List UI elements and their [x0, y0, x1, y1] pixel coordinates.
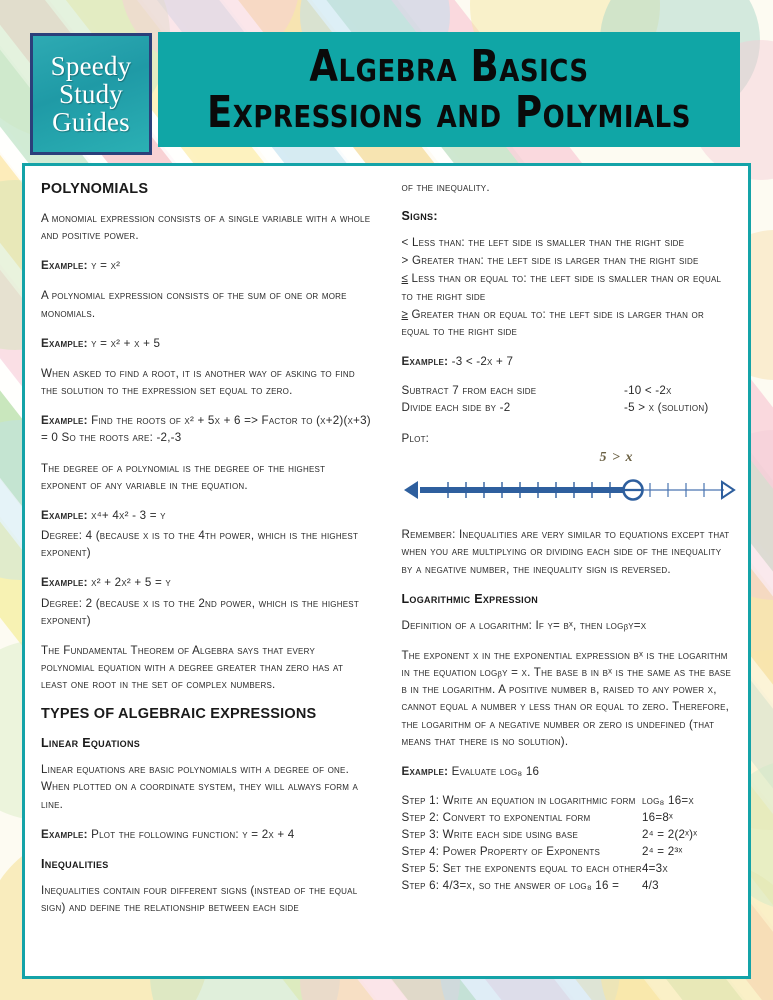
sign-symbol-greater-than: > — [401, 254, 409, 268]
example-polynomial-value: y = x² + x + 5 — [91, 336, 161, 350]
sign-symbol-less-than-or-equal: ≤ — [401, 272, 409, 286]
example-polynomial-label: Example: — [41, 336, 88, 350]
sign-text: Less than: the left side is smaller than the right side — [411, 236, 685, 250]
page-title-line-2: Expressions and Polymials — [207, 87, 691, 138]
solve-row — [402, 383, 735, 400]
heading-inequalities: Inequalities — [41, 856, 109, 871]
logo-line-3: Guides — [52, 107, 130, 138]
log-steps-list — [402, 793, 735, 895]
paragraph-log-definition: Definition of a logarithm: If y= bˣ, then logᵦy=x — [401, 618, 647, 632]
number-line-plot — [402, 451, 735, 513]
log-step-row — [402, 861, 735, 878]
example-degree2-label: Example: — [41, 576, 88, 590]
example-monomial — [41, 257, 372, 274]
plot-label: Plot: — [401, 432, 430, 446]
example-inequality-value: -3 < -2x + 7 — [451, 355, 514, 369]
paragraph-inequality-continued: of the inequality. — [401, 181, 490, 194]
example-monomial-label: Example: — [41, 259, 88, 273]
solve-row — [402, 400, 735, 417]
heading-linear-equations: Linear Equations — [41, 736, 141, 751]
number-line-svg — [402, 469, 738, 503]
example-monomial-value: y = x² — [91, 259, 121, 273]
log-step-result: 2⁴ = 2³ˣ — [642, 844, 683, 858]
title-banner — [158, 32, 740, 147]
log-step-text: Step 6: 4/3=x, so the answer of log₈ 16 = — [401, 878, 620, 892]
log-step-row — [402, 844, 735, 861]
example-inequality-label: Example: — [401, 355, 449, 369]
example-log — [402, 763, 735, 780]
heading-logarithmic-expression: Logarithmic Expression — [401, 591, 539, 606]
example-degree4 — [41, 507, 372, 524]
heading-polynomials: POLYNOMIALS — [41, 181, 149, 197]
example-log-label: Example: — [401, 764, 449, 778]
log-step-text: Step 1: Write an equation in logarithmic form — [401, 793, 636, 807]
heading-types-of-algebraic-expressions: TYPES OF ALGEBRAIC EXPRESSIONS — [41, 706, 317, 723]
example-inequality — [402, 353, 735, 370]
example-degree4-label: Example: — [41, 508, 88, 522]
sign-item — [402, 234, 735, 251]
example-log-text: Evaluate log₈ 16 — [451, 764, 540, 778]
paragraph-linear-equations: Linear equations are basic polynomials with a degree of one. When plotted on a coordinate system, they will always form a line. — [41, 763, 359, 811]
paragraph-degree: The degree of a polynomial is the degree of the highest exponent of any variable in the equation. — [41, 461, 326, 492]
log-step-text: Step 3: Write each side using base — [401, 827, 579, 841]
paragraph-inequalities: Inequalities contain four different signs (instead of the equal sign) and define the relationship between each side — [41, 883, 358, 915]
example-linear-label: Example: — [41, 827, 88, 841]
log-step-text: Step 2: Convert to exponential form — [401, 810, 591, 824]
example-degree4-value: x⁴+ 4x² - 3 = y — [91, 508, 166, 522]
number-line-left-arrow-icon — [404, 481, 418, 499]
example-roots — [41, 412, 372, 446]
left-column — [41, 179, 388, 966]
example-degree4-degree: Degree: 4 (because x is to the 4th power, which is the highest exponent) — [41, 529, 359, 560]
page-title-line-1: Algebra Basics — [309, 41, 589, 92]
logo-line-2: Study — [58, 78, 124, 109]
content-card — [22, 163, 751, 979]
log-step-row — [402, 827, 735, 844]
sign-symbol-less-than: < — [401, 236, 409, 250]
example-linear-text: Plot the following function: y = 2x + 4 — [91, 827, 295, 841]
page-header — [0, 0, 773, 160]
log-step-result: log₈ 16=x — [642, 793, 694, 807]
example-linear — [41, 826, 372, 843]
example-polynomial — [41, 335, 372, 352]
paragraph-root: When asked to find a root, it is another way of asking to find the solution to the expression set equal to zero. — [41, 366, 355, 398]
example-degree2-degree: Degree: 2 (because x is to the 2nd power, which is the highest exponent) — [41, 596, 359, 627]
solve-steps — [402, 383, 735, 417]
sign-item — [402, 252, 735, 269]
log-step-result: 4/3 — [642, 878, 659, 892]
sign-text: Greater than or equal to: the left side is larger than or equal to the right side — [401, 307, 704, 338]
logo-line-1: Speedy — [50, 50, 132, 81]
example-degree2 — [41, 574, 372, 591]
solve-step-text: Divide each side by -2 — [401, 401, 511, 415]
example-roots-label: Example: — [41, 414, 88, 428]
number-line-annotation: 5 > x — [599, 450, 634, 466]
solve-step-result: -5 > x (solution) — [624, 401, 709, 415]
solve-step-text: Subtract 7 from each side — [401, 384, 537, 398]
log-step-result: 4=3x — [642, 861, 668, 875]
paragraph-fundamental-theorem: The Fundamental Theorem of Algebra says that every polynomial equation with a degree greater than zero has at least one root in the set of complex numbers. — [41, 643, 344, 692]
solve-step-result: -10 < -2x — [624, 384, 672, 398]
sign-text: Greater than: the left side is larger than the right side — [411, 254, 699, 268]
log-step-row — [402, 878, 735, 895]
heading-signs: Signs: — [401, 209, 438, 224]
signs-list — [402, 234, 735, 340]
log-step-row — [402, 810, 735, 827]
sign-item — [402, 306, 735, 340]
right-column — [388, 179, 735, 966]
sign-text: Less than or equal to: the left side is smaller than or equal to the right side — [401, 272, 722, 303]
paragraph-remember: Remember: Inequalities are very similar to equations except that when you are multiplying or dividing each side of the inequality by a negative number, the inequality sign is reversed. — [401, 528, 730, 576]
log-step-text: Step 5: Set the exponents equal to each other — [401, 861, 642, 875]
speedy-study-guides-logo — [30, 33, 152, 155]
example-roots-text: Find the roots of x² + 5x + 6 => Factor to (x+2)(x+3) = 0 So the roots are: -2,-3 — [41, 414, 371, 445]
log-step-text: Step 4: Power Property of Exponents — [401, 844, 600, 858]
log-step-result: 2⁴ = 2(2ˣ)ˣ — [642, 827, 698, 841]
example-degree2-value: x² + 2x² + 5 = y — [91, 576, 171, 590]
sign-symbol-greater-than-or-equal: ≥ — [401, 307, 409, 321]
log-step-row — [402, 793, 735, 810]
sign-item — [402, 270, 735, 304]
paragraph-log-exponent: The exponent x in the exponential expression bˣ is the logarithm in the equation logᵦy = x. The base b in bˣ is the same as the base b in the logarithm. A positive number b, raised to any power x, cannot equal a number y less than or equal to zero. Therefore, the logarithm of a negative number or zero is undefined (that means that there is no solution). — [401, 648, 732, 748]
paragraph-polynomial: A polynomial expression consists of the sum of one or more monomials. — [41, 289, 347, 320]
log-step-result: 16=8ˣ — [642, 810, 674, 824]
paragraph-monomial: A monomial expression consists of a single variable with a whole and positive power. — [41, 212, 371, 243]
